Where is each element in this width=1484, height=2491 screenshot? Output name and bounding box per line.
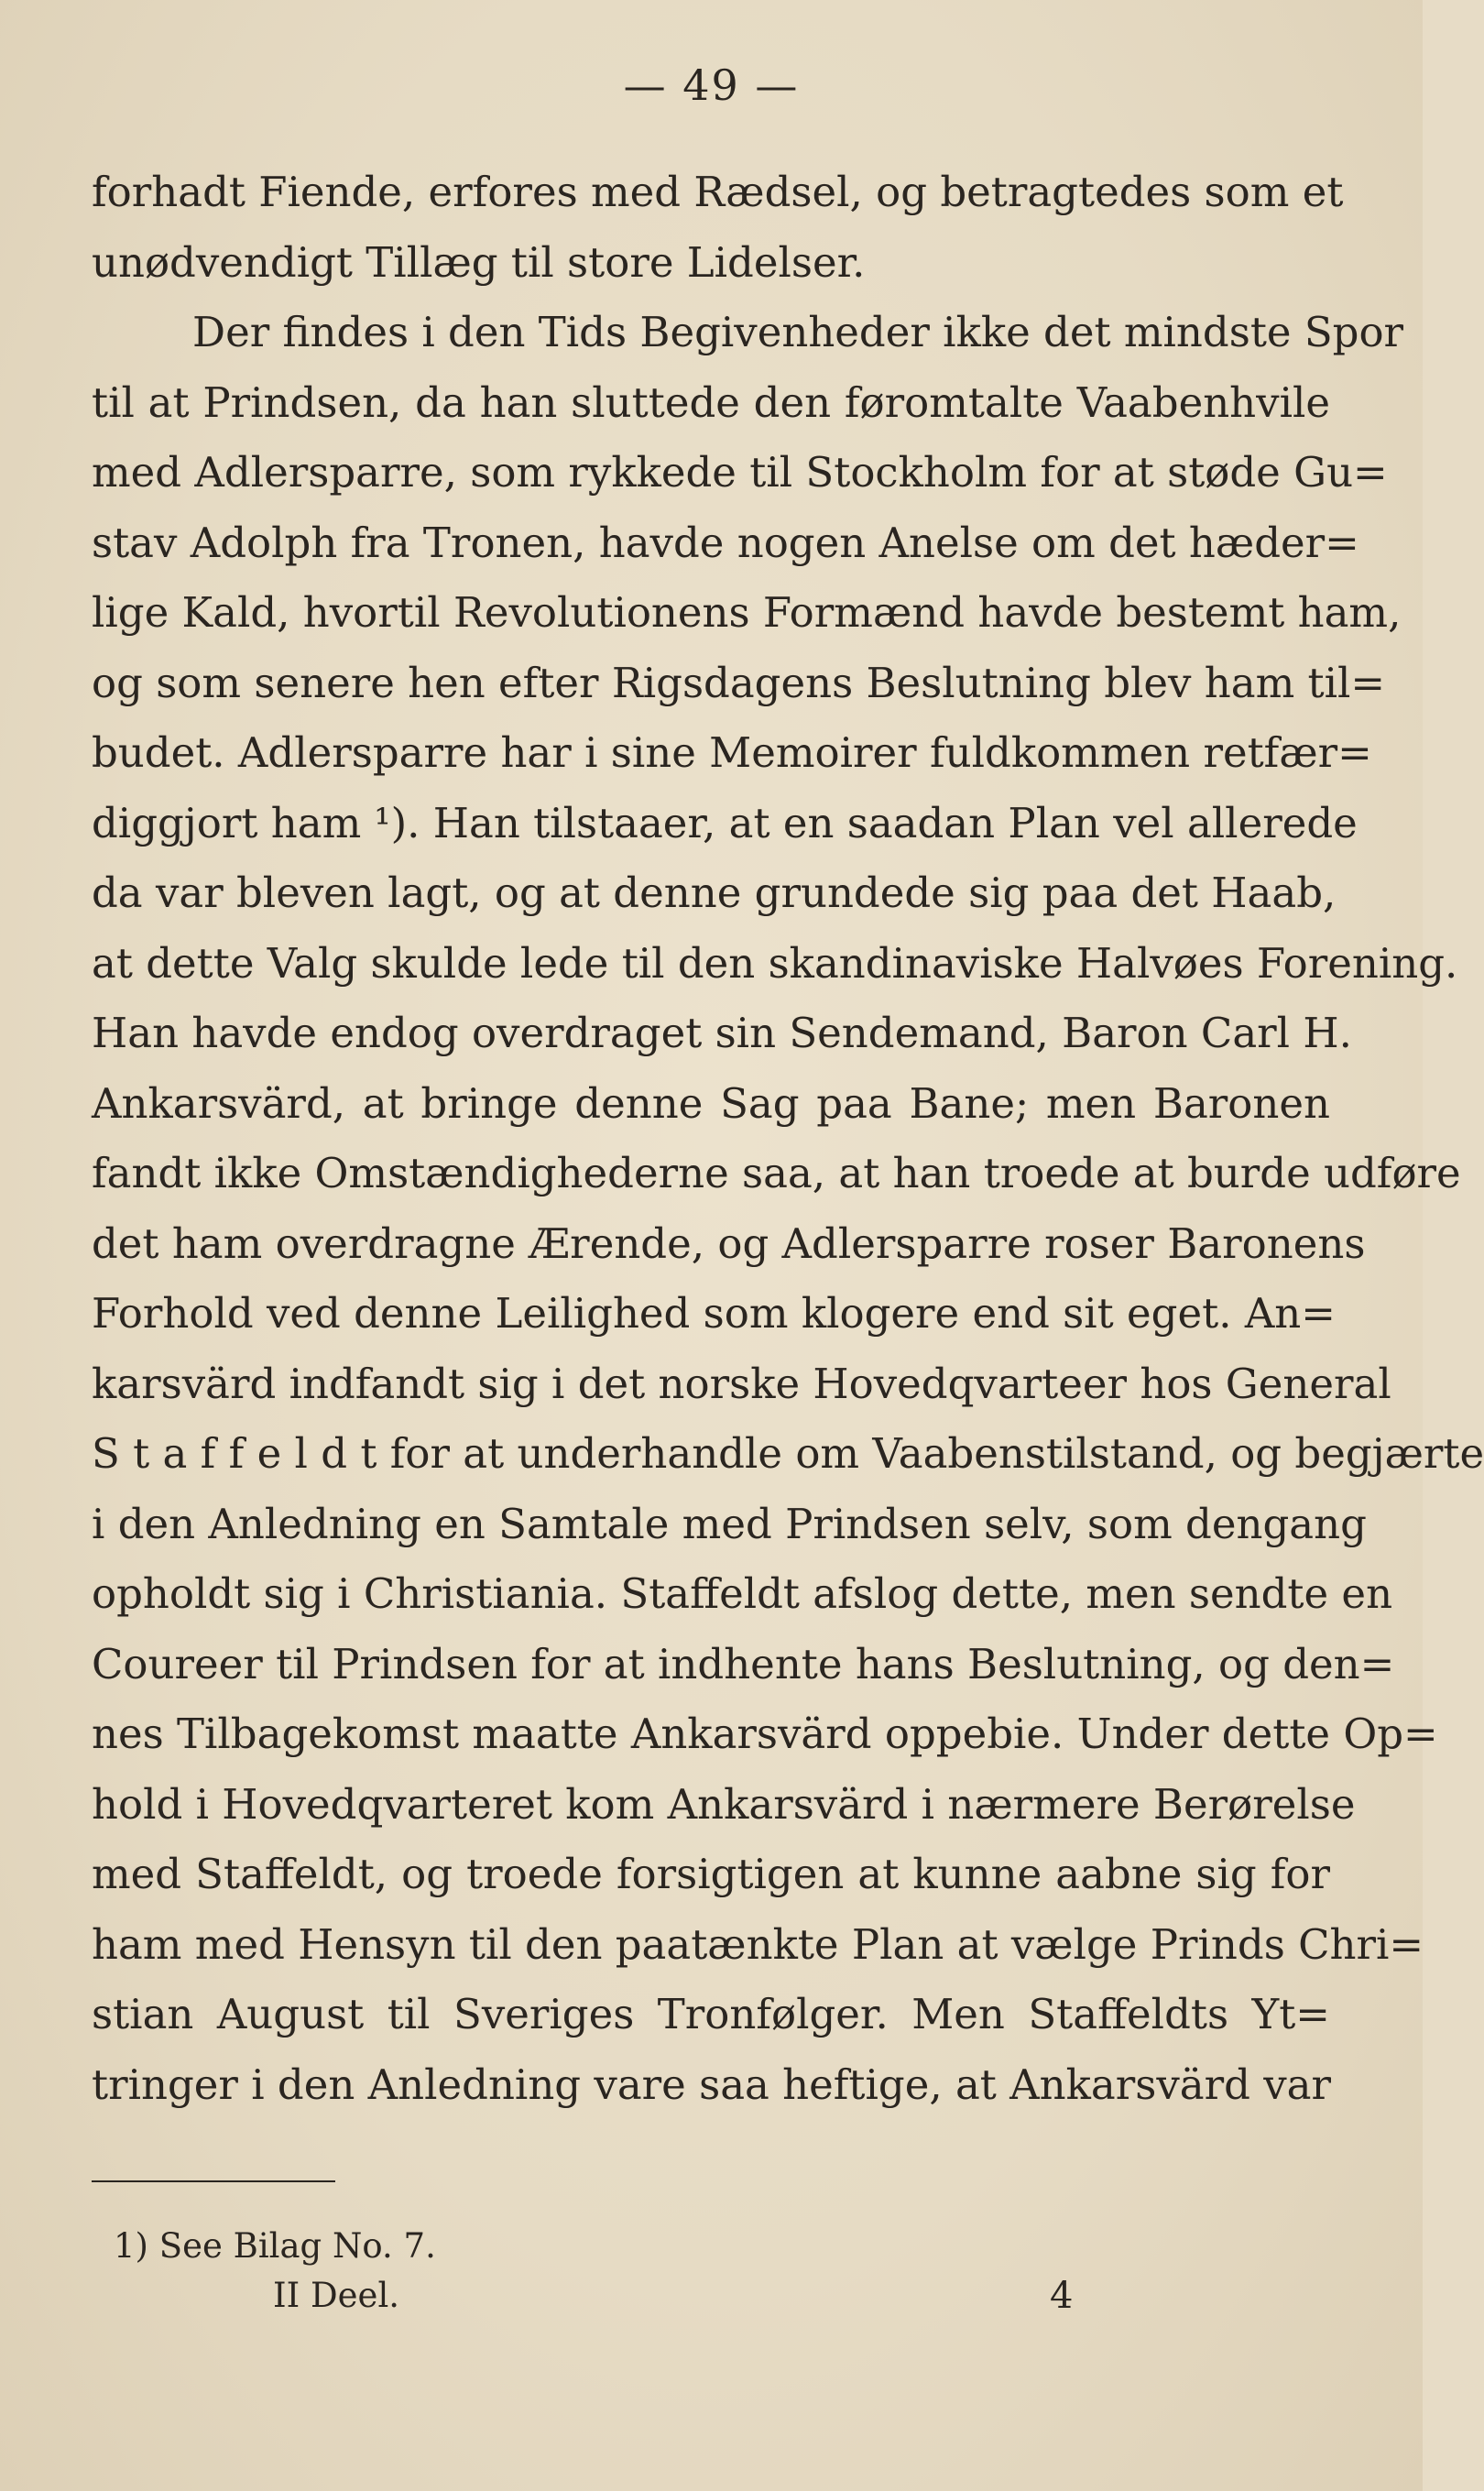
text-line: da var bleven lagt, og at denne grundede sig paa det Haab, — [92, 869, 1337, 917]
text-line: budet. Adlersparre har i sine Memoirer fuldkommen retfær= — [92, 728, 1372, 777]
text-line: hold i Hovedqvarteret kom Ankarsvärd i nærmere Berørelse — [92, 1779, 1356, 1829]
text-line: diggjort ham ¹). Han tilstaaer, at en saadan Plan vel allerede — [92, 798, 1358, 847]
text-line: lige Kald, hvortil Revolutionens Formænd havde bestemt ham, — [92, 588, 1402, 637]
page-number: — 49 — — [623, 60, 800, 110]
text-line: ham med Hensyn til den paatænkte Plan at vælge Prinds Chri= — [92, 1919, 1424, 1969]
text-line: Coureer til Prindsen for at indhente hans Beslutning, og den= — [92, 1639, 1395, 1688]
text-line: S t a f f e l d t for at underhandle om Vaabenstilstand, og begjærte — [92, 1429, 1484, 1478]
text-line: og som senere hen efter Rigsdagens Beslutning blev ham til= — [92, 658, 1386, 707]
text-line: unødvendigt Tillæg til store Lidelser. — [92, 237, 866, 287]
text-line: Der findes i den Tids Begivenheder ikke det mindste Spor — [192, 308, 1404, 356]
text-line: til at Prindsen, da han sluttede den føromtalte Vaabenhvile — [92, 377, 1330, 427]
signature-mark: II Deel. — [273, 2276, 400, 2315]
sheet-number: 4 — [1050, 2275, 1074, 2317]
text-line: tringer i den Anledning vare saa heftige, at Ankarsvärd var — [92, 2059, 1331, 2109]
text-line: at dette Valg skulde lede til den skandinaviske Halvøes Forening. — [92, 938, 1458, 988]
text-line: forhadt Fiende, erfores med Rædsel, og betragtedes som et — [92, 168, 1344, 216]
text-line: med Staffeldt, og troede forsigtigen at kunne aabne sig for — [92, 1850, 1330, 1898]
text-line: opholdt sig i Christiania. Staffeldt afslog dette, men sendte en — [92, 1569, 1393, 1618]
text-line: fandt ikke Omstændighederne saa, at han troede at burde udføre — [92, 1149, 1461, 1197]
text-line: i den Anledning en Samtale med Prindsen selv, som dengang — [92, 1499, 1367, 1548]
text-line: karsvärd indfandt sig i det norske Hovedqvarteer hos General — [92, 1359, 1391, 1408]
text-line: stav Adolph fra Tronen, havde nogen Anelse om det hæder= — [92, 518, 1359, 567]
text-line: med Adlersparre, som rykkede til Stockholm for at støde Gu= — [92, 448, 1388, 497]
text-line: Forhold ved denne Leilighed som klogere end sit eget. An= — [92, 1289, 1336, 1338]
body-text — [92, 158, 1484, 2120]
footnote: 1) See Bilag No. 7. — [114, 2226, 436, 2266]
text-line: nes Tilbagekomst maatte Ankarsvärd oppebie. Under dette Op= — [92, 1710, 1438, 1758]
text-line: Han havde endog overdraget sin Sendemand, Baron Carl H. — [92, 1009, 1352, 1057]
footnote-rule — [92, 2180, 335, 2182]
text-line: det ham overdragne Ærende, og Adlersparre roser Baronens — [92, 1218, 1366, 1268]
text-line: stian August til Sveriges Tronfølger. Men Staffeldts Yt= — [92, 1990, 1330, 2038]
text-line: Ankarsvärd, at bringe denne Sag paa Bane; men Baronen — [92, 1078, 1330, 1128]
